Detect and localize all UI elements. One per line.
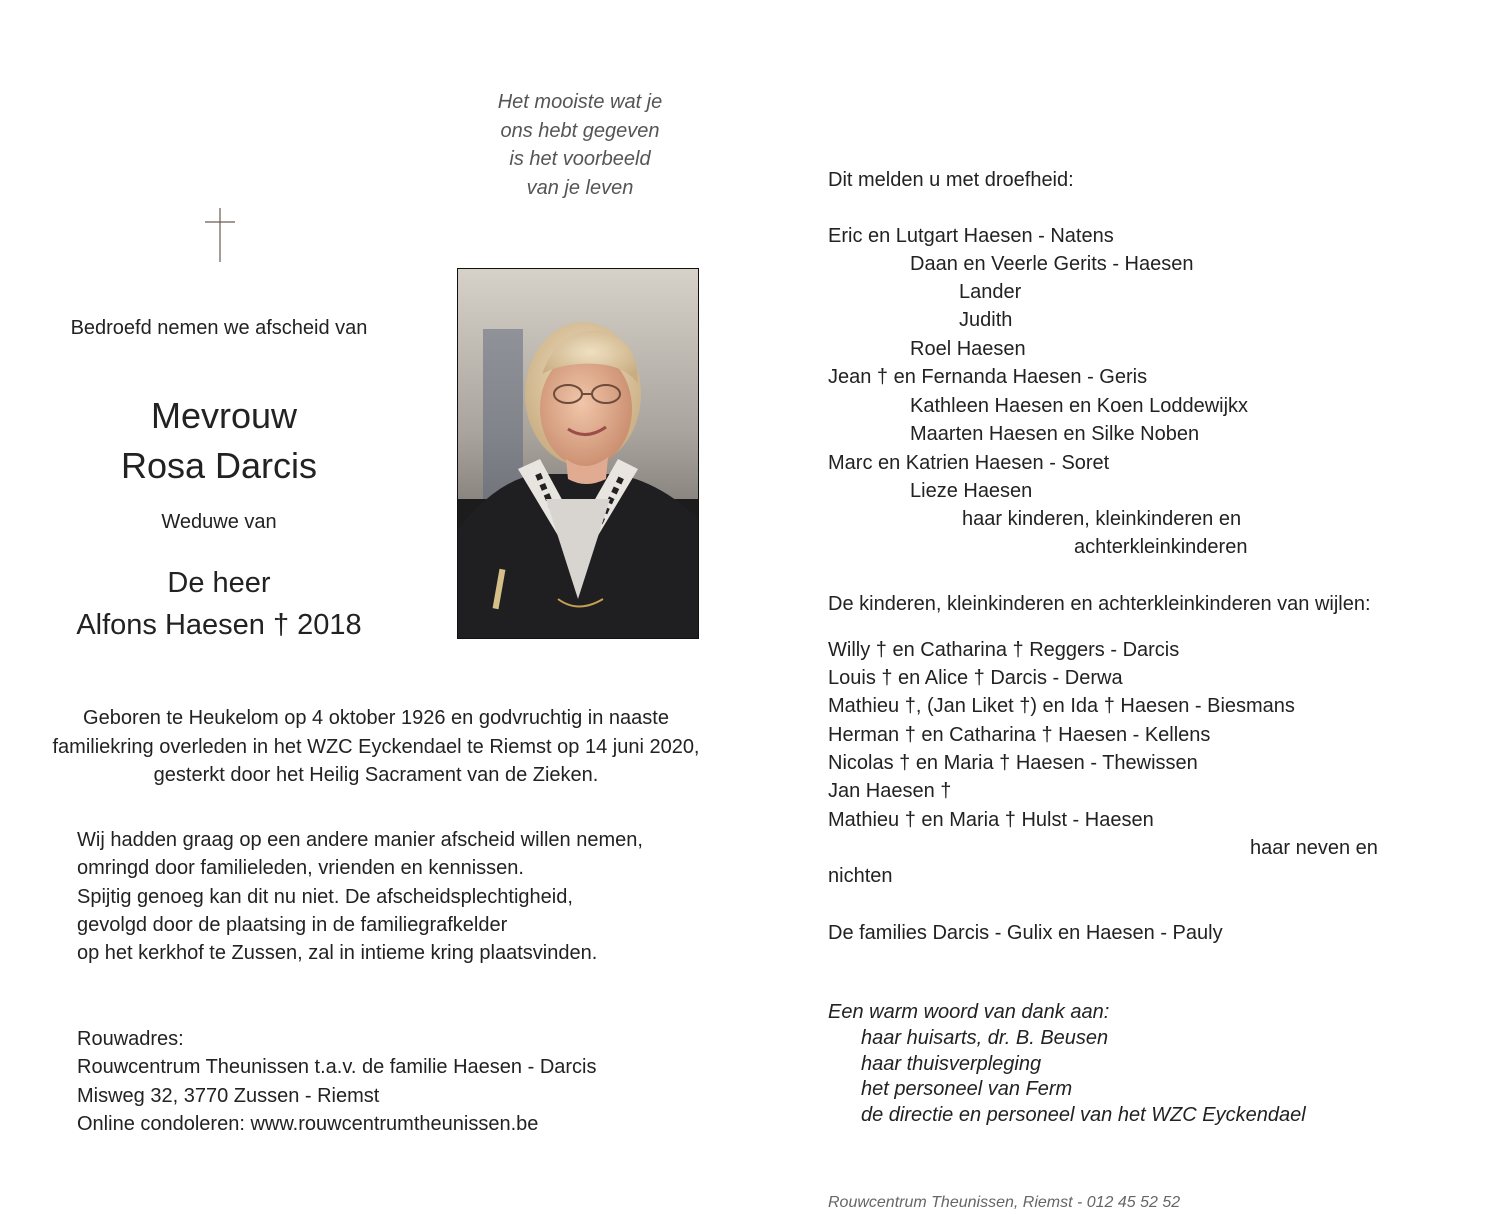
family-line: Roel Haesen xyxy=(910,338,1026,360)
family-line: Judith xyxy=(959,309,1013,331)
portrait-photo xyxy=(457,268,699,639)
address-label: Rouwadres: xyxy=(77,1028,184,1050)
thanks-line: het personeel van Ferm xyxy=(861,1078,1073,1101)
mourning-address xyxy=(77,1025,596,1138)
late-family-line: Nicolas † en Maria † Haesen - Thewissen xyxy=(828,752,1198,774)
birth-line: Geboren te Heukelom op 4 oktober 1926 en godvruchtig in naaste xyxy=(83,707,669,729)
husband-name: Alfons Haesen † 2018 xyxy=(76,609,362,641)
portrait-illustration xyxy=(458,269,698,638)
deceased-name: Rosa Darcis xyxy=(120,445,318,486)
family-line: achterkleinkinderen xyxy=(1074,536,1248,558)
poem-line: Het mooiste wat je xyxy=(497,91,663,113)
notice-line: op het kerkhof te Zussen, zal in intieme kring plaatsvinden. xyxy=(77,942,598,965)
late-family-line: Jan Haesen † xyxy=(828,780,952,802)
online-condolence-link[interactable]: Online condoleren: www.rouwcentrumtheunissen.be xyxy=(77,1112,539,1135)
funeral-home-footer: Rouwcentrum Theunissen, Riemst - 012 45 52 52 xyxy=(828,1194,1181,1211)
late-family-line: Mathieu †, (Jan Liket †) en Ida † Haesen - Biesmans xyxy=(828,695,1295,717)
late-family-line: Mathieu † en Maria † Hulst - Haesen xyxy=(828,809,1154,831)
cross-icon xyxy=(204,208,236,262)
late-family-line: Louis † en Alice † Darcis - Derwa xyxy=(828,667,1123,689)
poem-line: van je leven xyxy=(526,176,634,199)
thanks-section xyxy=(828,1000,1306,1129)
late-family-line: Herman † en Catharina † Haesen - Kellens xyxy=(828,724,1211,746)
address-line: Rouwcentrum Theunissen t.a.v. de familie Haesen - Darcis xyxy=(77,1056,597,1079)
family-line: Lander xyxy=(959,281,1022,303)
family-line: Maarten Haesen en Silke Noben xyxy=(910,423,1200,445)
notice-line: Wij hadden graag op een andere manier afscheid willen nemen, xyxy=(77,829,643,851)
thanks-intro: Een warm woord van dank aan: xyxy=(828,1001,1110,1023)
notice-line: Spijtig genoeg kan dit nu niet. De afscheidsplechtigheid, xyxy=(77,885,573,908)
notice-line: omringd door familieleden, vrienden en kennissen. xyxy=(77,857,524,880)
late-family-intro: De kinderen, kleinkinderen en achterkleinkinderen van wijlen: xyxy=(828,593,1371,615)
late-family-line: nichten xyxy=(828,865,893,887)
thanks-line: de directie en personeel van het WZC Eyckendael xyxy=(861,1104,1306,1127)
family-line: haar kinderen, kleinkinderen en xyxy=(962,508,1242,530)
thanks-line: haar huisarts, dr. B. Beusen xyxy=(861,1026,1109,1049)
family-line: Daan en Veerle Gerits - Haesen xyxy=(910,253,1194,275)
late-family-line: Willy † en Catharina † Reggers - Darcis xyxy=(828,639,1180,661)
family-line: Eric en Lutgart Haesen - Natens xyxy=(828,225,1114,247)
widow-label: Weduwe van xyxy=(161,511,277,533)
thanks-line: haar thuisverpleging xyxy=(861,1052,1042,1075)
families-line: De families Darcis - Gulix en Haesen - Pauly xyxy=(828,922,1223,944)
poem-line: is het voorbeeld xyxy=(509,148,651,170)
family-line: Kathleen Haesen en Koen Loddewijkx xyxy=(910,395,1249,417)
family-line: Marc en Katrien Haesen - Soret xyxy=(828,452,1110,474)
birth-line: gesterkt door het Heilig Sacrament van de Zieken. xyxy=(153,764,599,786)
notice-line: gevolgd door de plaatsing in de familiegrafkelder xyxy=(77,913,508,936)
address-line: Misweg 32, 3770 Zussen - Riemst xyxy=(77,1084,380,1107)
birth-line: familiekring overleden in het WZC Eyckendael te Riemst op 14 juni 2020, xyxy=(52,735,700,758)
family-line: Lieze Haesen xyxy=(910,480,1033,502)
poem-line: ons hebt gegeven xyxy=(500,119,660,142)
late-family-line: haar neven en xyxy=(1250,837,1378,859)
birth-paragraph xyxy=(0,704,752,790)
notice-paragraph xyxy=(77,826,643,967)
farewell-line: Bedroefd nemen we afscheid van xyxy=(70,317,368,339)
family-line: Jean † en Fernanda Haesen - Geris xyxy=(828,366,1148,388)
husband-title: De heer xyxy=(167,567,271,599)
poem xyxy=(460,88,700,202)
family-intro: Dit melden u met droefheid: xyxy=(828,169,1074,191)
deceased-title: Mevrouw xyxy=(150,395,298,436)
